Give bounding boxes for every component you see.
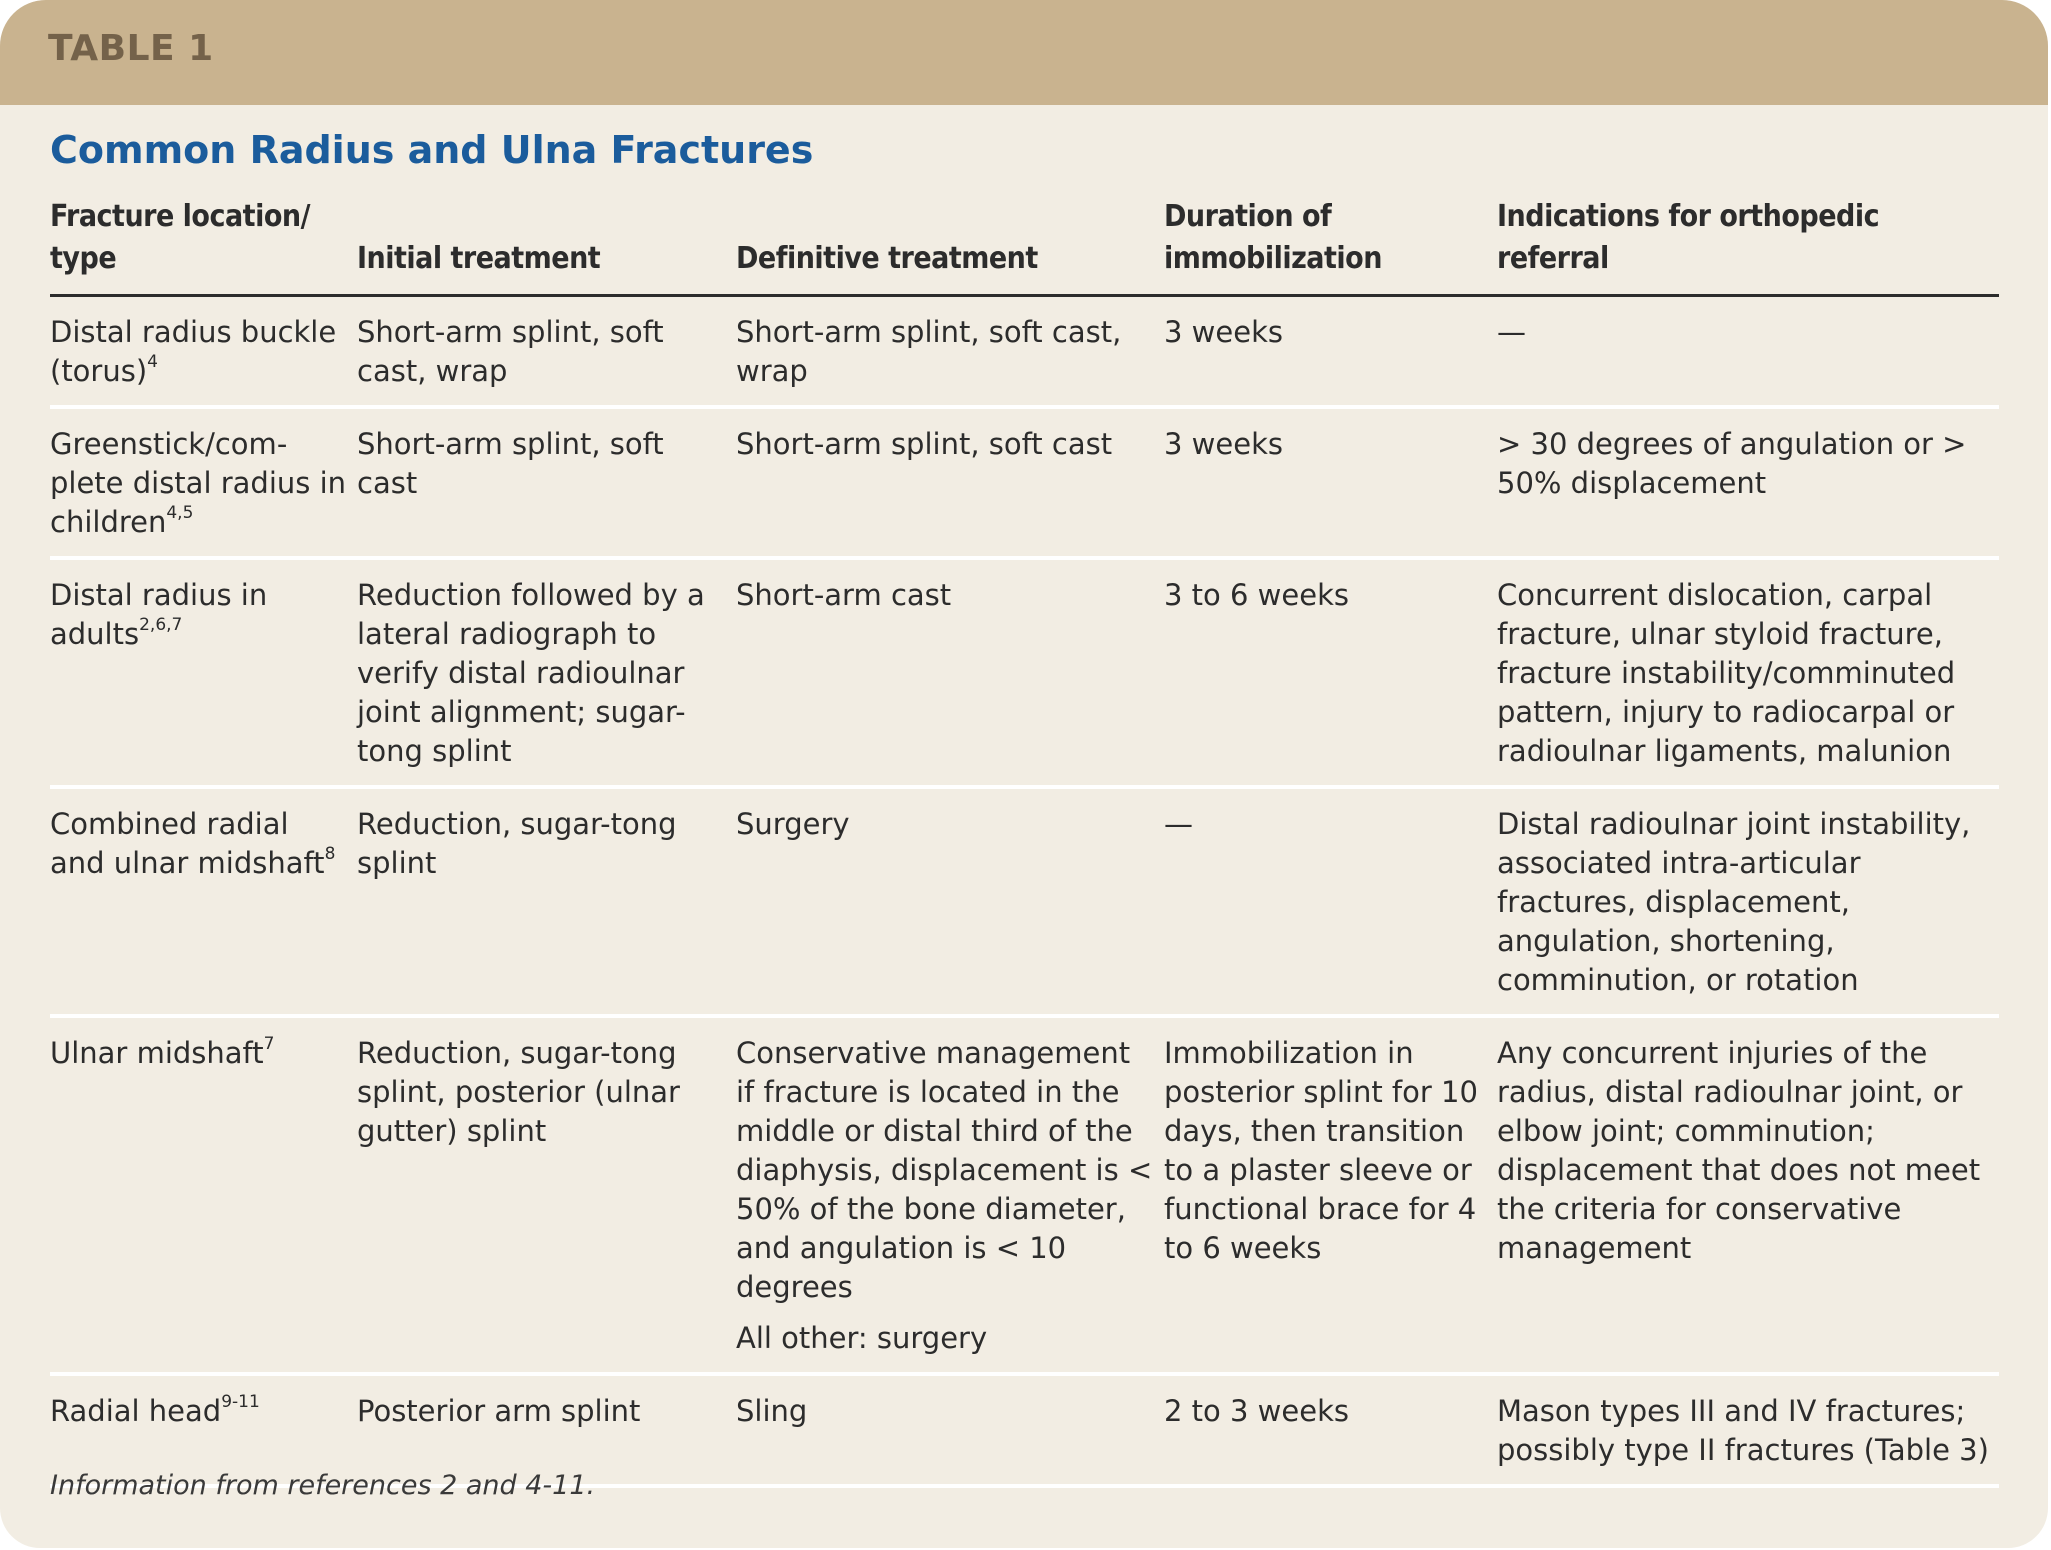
cell-initial: Reduction, sugar-tong splint, posterior (ulnar gutter) splint: [357, 1016, 736, 1374]
cell-location: [50, 296, 357, 408]
reference-superscript: 4,5: [166, 503, 194, 524]
cell-duration: 3 weeks: [1164, 296, 1497, 408]
fracture-table: [50, 192, 1999, 1488]
reference-superscript: 8: [324, 844, 336, 865]
definitive-text: Short-arm cast: [736, 578, 952, 612]
table-banner: [0, 0, 2048, 105]
definitive-text: Short-arm splint, soft cast, wrap: [736, 315, 1122, 388]
header-duration-text: Duration of immobilization: [1164, 199, 1382, 276]
definitive-extra-text: All other: surgery: [736, 1321, 988, 1355]
location-text: Distal radius in adults: [50, 578, 268, 651]
cell-location: [50, 407, 357, 558]
cell-referral: Mason types III and IV fractures; possibly type II fractures (Table 3): [1497, 1374, 1999, 1486]
table-row: [50, 787, 1999, 1016]
cell-duration: Immobilization in posterior splint for 10 days, then transition to a plaster sleeve or functional brace for 4 to 6 weeks: [1164, 1016, 1497, 1374]
cell-definitive: [736, 407, 1164, 558]
cell-definitive: [736, 787, 1164, 1016]
table-row: [50, 558, 1999, 787]
cell-referral: Concurrent dislocation, carpal fracture, ulnar styloid fracture, fracture instability/comminuted pattern, injury to radiocarpal or radioulnar ligaments, malunion: [1497, 558, 1999, 787]
cell-duration: 3 weeks: [1164, 407, 1497, 558]
cell-definitive: [736, 1016, 1164, 1374]
cell-initial: Reduction followed by a lateral radiograph to verify distal radioulnar joint alignment; sugar-tong splint: [357, 558, 736, 787]
table-footnote: Information from references 2 and 4-11.: [50, 1470, 596, 1501]
definitive-text: Short-arm splint, soft cast: [736, 427, 1113, 461]
cell-location: [50, 1016, 357, 1374]
header-fracture-location-text: Fracture location/ type: [50, 199, 310, 276]
table-title: Common Radius and Ulna Fractures: [50, 128, 814, 172]
definitive-text: Sling: [736, 1394, 808, 1428]
cell-initial: Posterior arm splint: [357, 1374, 736, 1486]
cell-duration: 3 to 6 weeks: [1164, 558, 1497, 787]
reference-superscript: 4: [147, 352, 158, 373]
header-referral-text: Indications for orthopedic referral: [1497, 199, 1880, 276]
reference-superscript: 2,6,7: [139, 615, 183, 636]
table-number-label: TABLE 1: [48, 28, 214, 69]
table-row: [50, 407, 1999, 558]
cell-definitive: [736, 558, 1164, 787]
definitive-text: Surgery: [736, 807, 850, 841]
location-text: Radial head: [50, 1394, 222, 1428]
location-text: Distal radius buckle (torus): [50, 315, 337, 388]
cell-referral: Any concurrent injuries of the radius, distal radioulnar joint, or elbow joint; comminution; displacement that does not meet the criteria for conservative management: [1497, 1016, 1999, 1374]
reference-superscript: 9-11: [221, 1392, 260, 1413]
cell-definitive: [736, 296, 1164, 408]
cell-initial: Short-arm splint, soft cast, wrap: [357, 296, 736, 408]
header-row: [50, 192, 1999, 296]
header-referral: [1497, 192, 1999, 296]
header-fracture-location: [50, 192, 357, 296]
location-text: Ulnar midshaft: [50, 1036, 264, 1070]
header-definitive-treatment: [736, 192, 1164, 296]
header-initial-treatment-text: Initial treatment: [357, 241, 601, 276]
location-text: Greenstick/complete distal radius in children: [50, 427, 347, 539]
cell-duration: —: [1164, 787, 1497, 1016]
table-header: [50, 192, 1999, 296]
cell-initial: Short-arm splint, soft cast: [357, 407, 736, 558]
header-definitive-treatment-text: Definitive treatment: [736, 241, 1038, 276]
header-duration: [1164, 192, 1497, 296]
cell-referral: Distal radioulnar joint instability, associated intra-articular fractures, displacement, angulation, shortening, comminution, or rotation: [1497, 787, 1999, 1016]
cell-duration: 2 to 3 weeks: [1164, 1374, 1497, 1486]
location-text: Combined radial and ulnar midshaft: [50, 807, 325, 880]
cell-definitive: [736, 1374, 1164, 1486]
header-initial-treatment: [357, 192, 736, 296]
cell-location: [50, 787, 357, 1016]
cell-referral: > 30 degrees of angulation or > 50% displacement: [1497, 407, 1999, 558]
reference-superscript: 7: [263, 1034, 275, 1055]
table-body: [50, 296, 1999, 1487]
cell-location: [50, 558, 357, 787]
cell-referral: —: [1497, 296, 1999, 408]
definitive-text: Conservative management if fracture is located in the middle or distal third of the diaphysis, displacement is < 50% of the bone diameter, and angulation is < 10 degrees: [736, 1036, 1153, 1304]
table-row: [50, 1016, 1999, 1374]
table-row: [50, 296, 1999, 408]
cell-initial: Reduction, sugar-tong splint: [357, 787, 736, 1016]
